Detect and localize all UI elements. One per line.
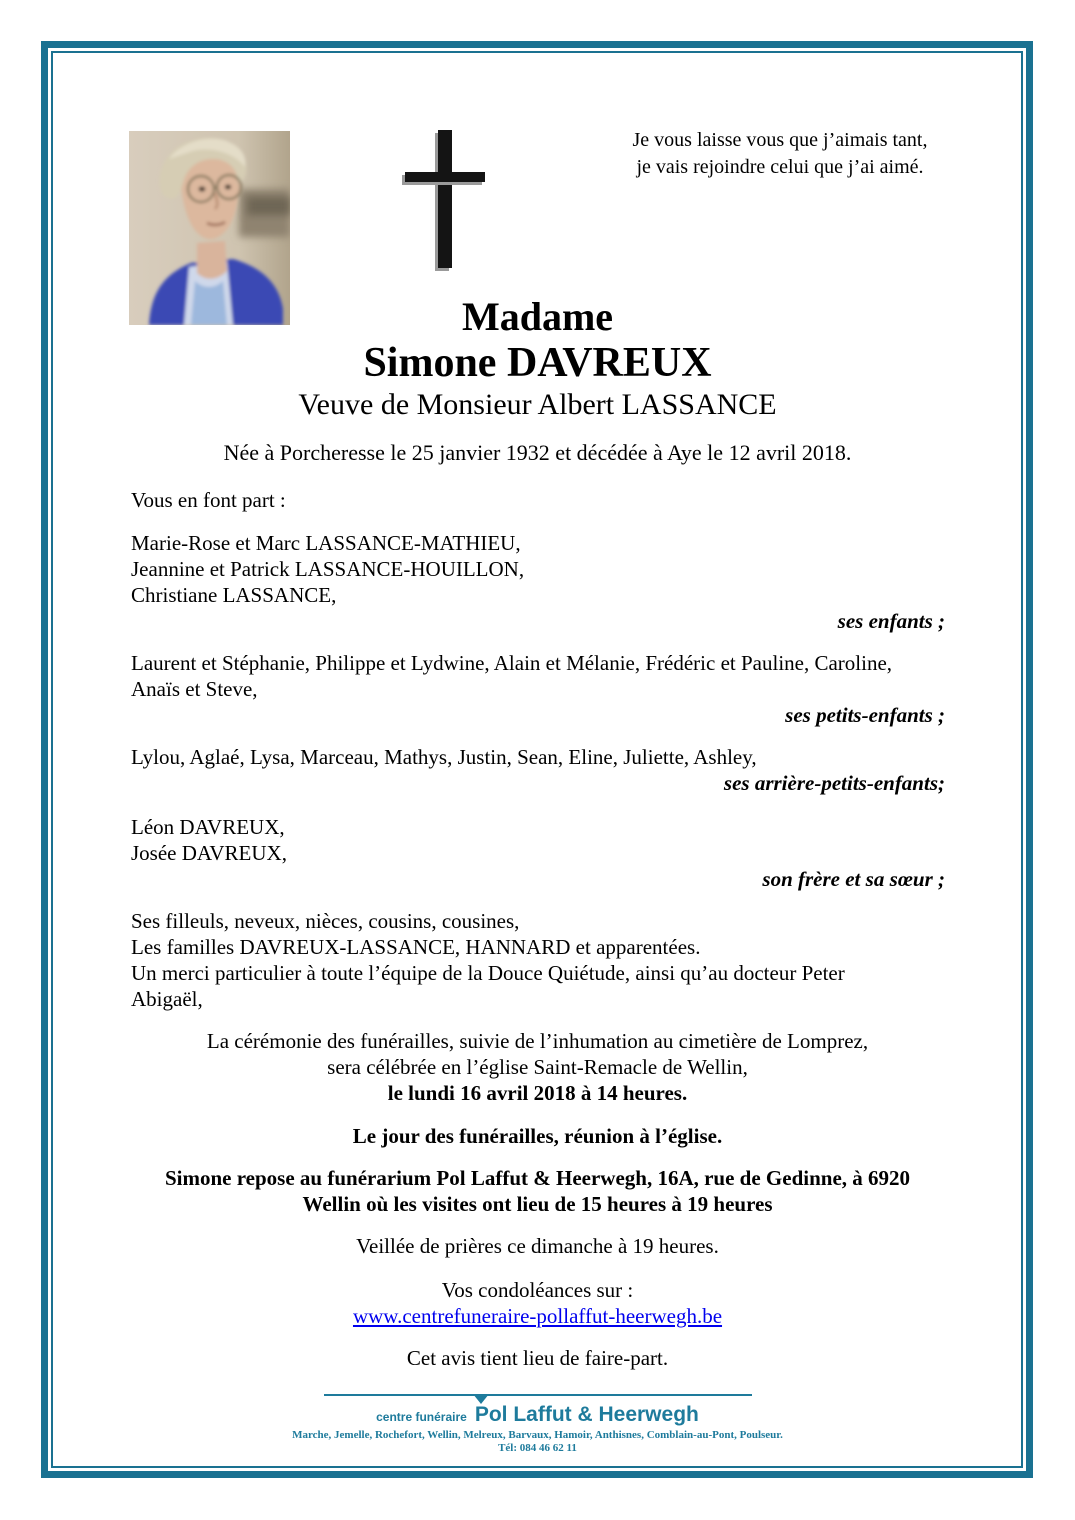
funeral-home-footer (0, 1394, 1075, 1454)
brand-prefix: centre funéraire (376, 1410, 467, 1424)
deceased-name: Simone DAVREUX (363, 340, 712, 386)
announcement-intro: Vous en font part : (131, 488, 286, 512)
condolences-label: Vos condoléances sur : (441, 1278, 634, 1302)
sibling-line: Josée DAVREUX, (131, 841, 287, 865)
brand-name-text: Pol Laffut & Heerwegh (474, 1403, 699, 1426)
title-honorific: Madame (461, 294, 614, 339)
funeral-home-phone: Tél: 084 46 62 11 (498, 1442, 577, 1454)
funeral-home-locations: Marche, Jemelle, Rochefort, Wellin, Melreux, Barvaux, Hamoir, Anthisnes, Comblain-au-Pont, Poulseur. (292, 1429, 783, 1441)
farewell-quote-line1: Je vous laisse vous que j’aimais tant, (632, 129, 928, 151)
repose-line2: Wellin où les visites ont lieu de 15 heures à 19 heures (302, 1192, 773, 1216)
great-grandchildren-label: ses arrière-petits-enfants; (723, 771, 945, 795)
widow-subtitle: Veuve de Monsieur Albert LASSANCE (298, 388, 777, 421)
funeral-home-logo-icon (473, 1394, 489, 1404)
cross-vertical-bar (438, 130, 452, 268)
family-announcement (131, 487, 945, 1012)
reunion-note: Le jour des funérailles, réunion à l’église. (352, 1124, 723, 1148)
repose-line1: Simone repose au funérarium Pol Laffut & Heerwegh, 16A, rue de Gedinne, à 6920 (164, 1166, 911, 1190)
funeral-home-website-link[interactable]: www.centrefuneraire-pollaffut-heerwegh.be (352, 1304, 723, 1328)
siblings-label: son frère et sa sœur ; (762, 867, 945, 891)
children-line: Marie-Rose et Marc LASSANCE-MATHIEU, (131, 531, 521, 555)
vigil-note: Veillée de prières ce dimanche à 19 heures. (356, 1234, 719, 1258)
great-grandchildren-line: Lylou, Aglaé, Lysa, Marceau, Mathys, Justin, Sean, Eline, Juliette, Ashley, (131, 745, 757, 769)
cross-horizontal-bar (405, 172, 485, 182)
acknowledgement-line: Un merci particulier à toute l’équipe de la Douce Quiétude, ainsi qu’au docteur Peter (131, 961, 845, 985)
acknowledgement-line: Ses filleuls, neveux, nièces, cousins, cousines, (131, 909, 520, 933)
children-label: ses enfants ; (837, 609, 945, 633)
ceremony-line2: sera célébrée en l’église Saint-Remacle de Wellin, (327, 1055, 748, 1079)
farewell-quote (580, 127, 980, 181)
cross-icon (405, 130, 485, 268)
faire-part-notice: Cet avis tient lieu de faire-part. (406, 1346, 669, 1370)
repose-location (0, 1165, 1075, 1217)
brand-name (475, 1403, 699, 1427)
ceremony-datetime: le lundi 16 avril 2018 à 14 heures. (387, 1081, 688, 1105)
ceremony-line1: La cérémonie des funérailles, suivie de l’inhumation au cimetière de Lomprez, (206, 1029, 869, 1053)
footer-divider (324, 1394, 752, 1396)
grandchildren-line: Anaïs et Steve, (131, 677, 258, 701)
grandchildren-label: ses petits-enfants ; (785, 703, 945, 727)
children-line: Christiane LASSANCE, (131, 583, 337, 607)
sibling-line: Léon DAVREUX, (131, 815, 285, 839)
farewell-quote-line2: je vais rejoindre celui que j’ai aimé. (636, 156, 924, 178)
birth-death-line: Née à Porcheresse le 25 janvier 1932 et décédée à Aye le 12 avril 2018. (223, 440, 852, 465)
grandchildren-line: Laurent et Stéphanie, Philippe et Lydwine, Alain et Mélanie, Frédéric et Pauline, Caroline, (131, 651, 893, 675)
funeral-home-brand (0, 1403, 1075, 1427)
acknowledgement-line: Les familles DAVREUX-LASSANCE, HANNARD et apparentées. (131, 935, 701, 959)
children-line: Jeannine et Patrick LASSANCE-HOUILLON, (131, 557, 525, 581)
acknowledgement-line: Abigaël, (131, 987, 203, 1011)
ceremony-details (0, 1028, 1075, 1371)
condolences-website (0, 1303, 1075, 1329)
